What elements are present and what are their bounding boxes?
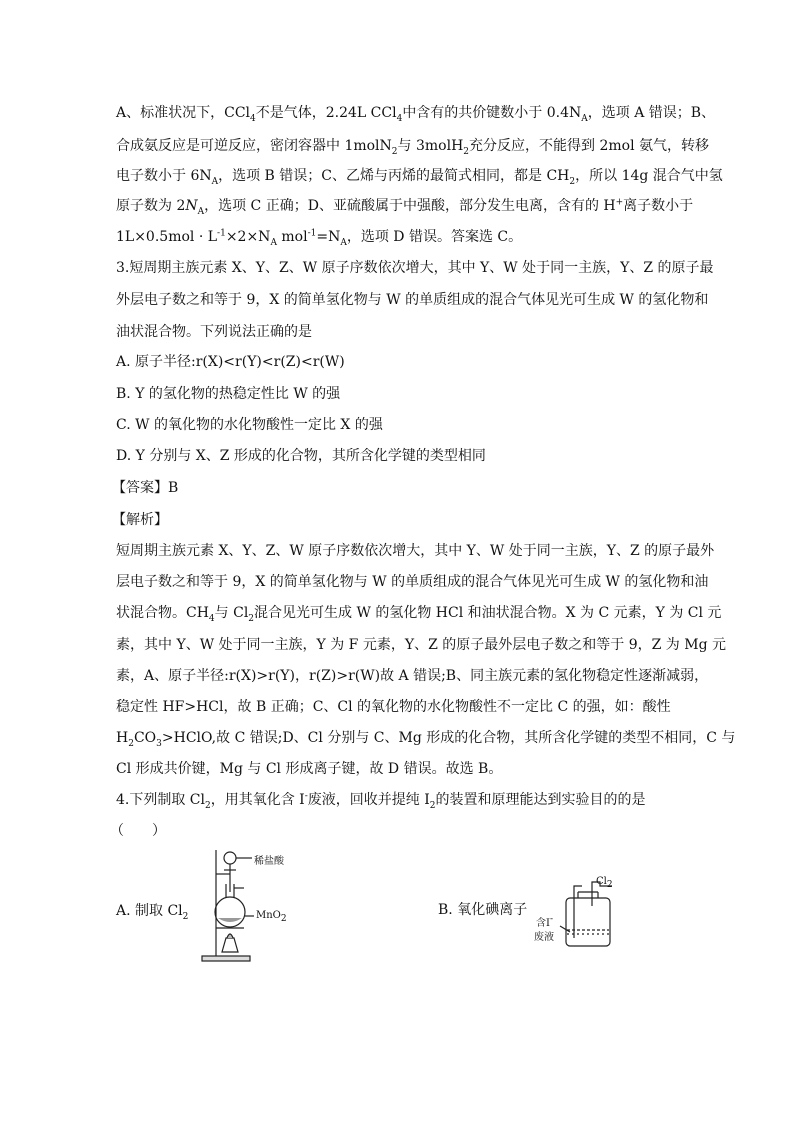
- analysis-line-5: $1L\times 0.5mol \cdot L^{-1}\times 2\times N_A$ $mol^{-1}=N_A$，选项 D 错误。答案选 C。: [116, 228, 523, 248]
- q4-stem-line-1: 4.下列制取 $Cl_2$，用其氧化含 I-废液，回收并提纯 $I_2$的装置和原理能达到实验目的的是: [116, 791, 646, 811]
- q3-option-a: A. 原子半径:r(X)<r(Y)<r(Z)<r(W): [116, 354, 345, 370]
- q3-option-c: C. W 的氧化物的水化物酸性一定比 X 的强: [116, 417, 383, 433]
- figure-b-cl2-label: $Cl_2$: [596, 876, 613, 890]
- q3-stem-line-1: 3.短周期主族元素 X、Y、Z、W 原子序数依次增大，其中 Y、W 处于同一主族，Y、Z 的原子最: [116, 260, 714, 276]
- q3-stem-line-2: 外层电子数之和等于 9，X 的简单氢化物与 W 的单质组成的混合气体见光可生成 W 的氢化物和: [116, 292, 709, 308]
- q3-analysis-line-5: 素，A、原子半径:r(X)>r(Y)，r(Z)>r(W)故 A 错误;B、同主族元素的氢化物稳定性逐渐减弱，: [116, 668, 709, 684]
- q3-analysis-line-6: 稳定性 HF>HCl，故 B 正确；C、Cl 的氧化物的水化物酸性不一定比 C 的强，如：酸性: [116, 699, 671, 715]
- q3-analysis-line-1: 短周期主族元素 X、Y、Z、W 原子序数依次增大，其中 Y、W 处于同一主族，Y、Z 的原子最外: [116, 543, 715, 559]
- q4-option-a: A. 制取 $Cl_2$: [116, 903, 189, 922]
- q3-option-d: D. Y 分别与 X、Z 形成的化合物，其所含化学键的类型相同: [116, 448, 486, 464]
- q3-answer: 【答案】B: [112, 480, 179, 496]
- figure-a-drawing: [196, 846, 306, 964]
- q3-analysis-line-3: 状混合物。$CH_4$与 $Cl_2$混合见光可生成 W 的氢化物 HCl 和油状混合物。X 为 C 元素，Y 为 Cl 元: [116, 605, 722, 624]
- q3-analysis-line-8: Cl 形成共价键，Mg 与 Cl 形成离子键，故 D 错误。故选 B。: [116, 761, 503, 777]
- analysis-line-2: 合成氨反应是可逆反应，密闭容器中 1molN$_2$与 3molH$_2$充分反应，不能得到 2mol 氨气，转移: [116, 138, 710, 157]
- q3-analysis-line-2: 层电子数之和等于 9，X 的简单氢化物与 W 的单质组成的混合气体见光可生成 W 的氢化物和油: [116, 574, 709, 590]
- figure-a-mno2-label: MnO$_2$: [256, 910, 287, 924]
- q3-analysis-title: 【解析】: [112, 512, 168, 528]
- q3-analysis-line-7: $H_2CO_3>HClO$,故 C 错误;D、Cl 分别与 C、Mg 形成的化合物，其所含化学键的类型不相同，C 与: [116, 730, 736, 749]
- q4-option-b: B. 氧化碘离子: [438, 902, 528, 918]
- q3-stem-line-3: 油状混合物。下列说法正确的是: [116, 324, 312, 340]
- q3-option-b: B. Y 的氢化物的热稳定性比 W 的强: [116, 386, 341, 402]
- figure-b-waste-label-1: 含I-: [536, 914, 553, 929]
- figure-a-acid-label: 稀盐酸: [254, 856, 284, 867]
- analysis-line-4: 原子数为 $2N_A$，选项 C 正确；D、亚硫酸属于中强酸，部分发生电离，含有的 H+离子数小于: [116, 197, 694, 217]
- analysis-line-1: A、标准状况下，CCl$_4$不是气体，2.24L CCl$_4$中含有的共价键数小于 $0.4N_A$，选项 A 错误；B、: [116, 105, 716, 124]
- analysis-line-3: 电子数小于 $6N_A$，选项 B 错误；C、乙烯与丙烯的最简式相同，都是 $CH_2$，所以 14g 混合气中氢: [116, 168, 723, 187]
- q4-answer-paren: （ ）: [110, 823, 166, 839]
- q3-analysis-line-4: 素，其中 Y、W 处于同一主族，Y 为 F 元素，Y、Z 的原子最外层电子数之和等于 9，Z 为 Mg 元: [116, 637, 726, 653]
- figure-b-wash-bottle: [534, 872, 624, 952]
- figure-b-waste-label-2: 废液: [534, 932, 554, 943]
- figure-a-chlorine-apparatus: [196, 846, 306, 964]
